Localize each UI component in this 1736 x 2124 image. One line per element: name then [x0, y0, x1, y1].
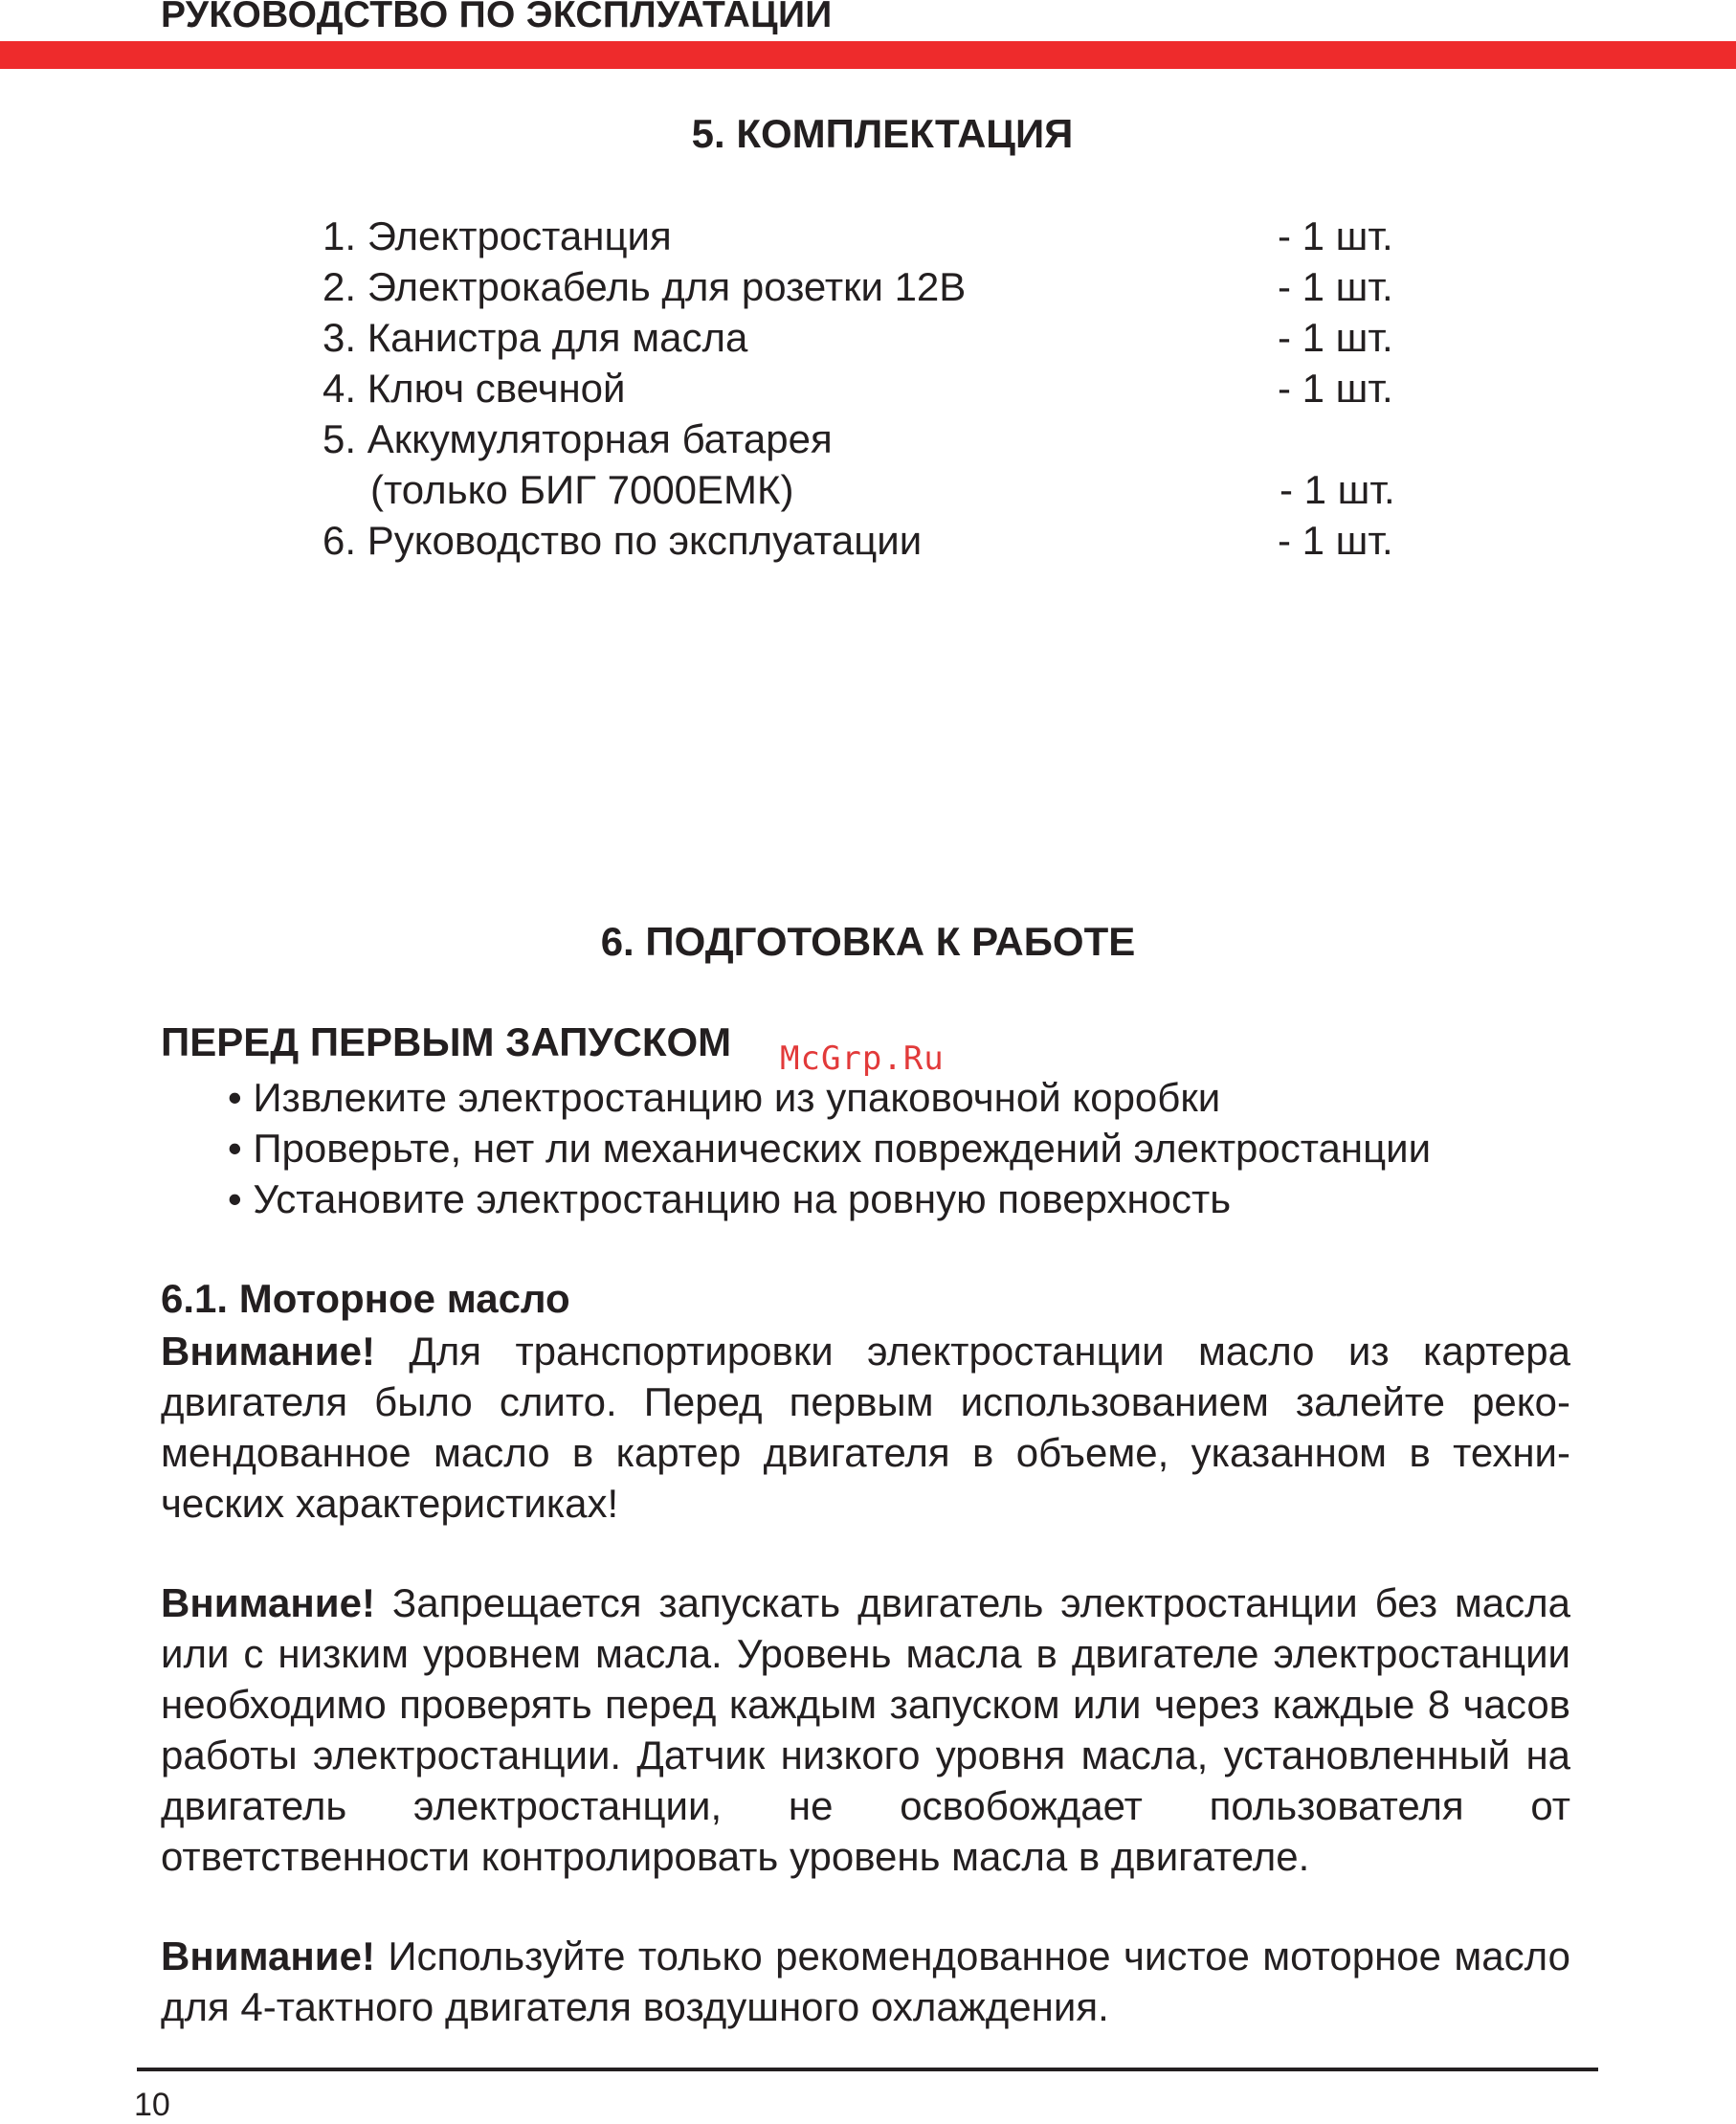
header-red-band	[0, 41, 1736, 69]
kit-item	[323, 211, 1423, 261]
section-6-heading: 6. ПОДГОТОВКА К РАБОТЕ	[600, 919, 1136, 964]
kit-item-continuation	[323, 464, 1423, 515]
kit-item-qty: - 1 шт.	[1278, 518, 1393, 563]
kit-item-name: 2. Электрокабель для розетки 12В	[323, 264, 967, 309]
kit-item-name: (только БИГ 7000ЕМК)	[370, 467, 794, 512]
warning-label: Внимание!	[161, 1934, 375, 1979]
list-item: • Извлеките электростанцию из упаковочной коробки	[228, 1075, 1221, 1120]
kit-item-name: 4. Ключ свечной	[323, 366, 626, 411]
warning-text: Запрещается запускать двигатель электростанции без масла или с низким уровнем масла. Уровень масла в двигателе электростанции необходимо проверять перед каждым запуском или через каждые 8 часов работы электростанции. Датчик низкого уровня масла, установленный на двигатель электростанции, не освобождает пользователя от ответственности контролировать уровень масла в двигателе.	[161, 1580, 1570, 1879]
warning-text: Для транспортировки электростанции масло из картера двигателя было слито. Перед первым использованием залейте рекомендованное масло в картер двигателя в объеме, указанном в технических характеристиках!	[161, 1329, 1570, 1526]
list-item: • Установите электростанцию на ровную поверхность	[228, 1176, 1232, 1221]
watermark: McGrp.Ru	[780, 1040, 945, 1078]
bullet-list	[228, 1072, 1431, 1224]
kit-item	[323, 261, 1423, 312]
motor-oil-heading: 6.1. Моторное масло	[161, 1276, 570, 1321]
kit-item	[323, 363, 1423, 414]
kit-item-name: 1. Электростанция	[323, 213, 672, 258]
list-item: • Проверьте, нет ли механических повреждений электростанции	[228, 1126, 1432, 1171]
warning-paragraph	[161, 1931, 1570, 2032]
warning-paragraph	[161, 1577, 1570, 1882]
warning-paragraph	[161, 1326, 1570, 1529]
kit-item	[323, 515, 1423, 566]
kit-item-name: 3. Канистра для масла	[323, 315, 748, 360]
kit-item-name: 5. Аккумуляторная батарея	[323, 416, 833, 461]
kit-item-name: 6. Руководство по эксплуатации	[323, 518, 923, 563]
before-first-start-heading: ПЕРЕД ПЕРВЫМ ЗАПУСКОМ	[161, 1019, 732, 1064]
warning-label: Внимание!	[161, 1329, 375, 1374]
kit-item	[323, 312, 1423, 363]
kit-list	[323, 211, 1423, 566]
kit-item-qty: - 1 шт.	[1278, 366, 1393, 411]
kit-item	[323, 414, 1423, 464]
kit-item-qty: - 1 шт.	[1278, 315, 1393, 360]
kit-item-qty: - 1 шт.	[1278, 264, 1393, 309]
running-header-title: РУКОВОДСТВО ПО ЭКСПЛУАТАЦИИ	[161, 0, 833, 35]
page-number: 10	[134, 2087, 170, 2123]
footer-rule	[137, 2068, 1598, 2071]
warning-label: Внимание!	[161, 1580, 375, 1625]
warning-text: Используйте только рекомендованное чистое моторное масло для 4-тактного двигателя воздушного охлаждения.	[161, 1934, 1570, 2029]
kit-item-qty: - 1 шт.	[1278, 213, 1393, 258]
kit-item-qty: - 1 шт.	[1280, 467, 1395, 512]
section-5-heading: 5. КОМПЛЕКТАЦИЯ	[691, 111, 1074, 156]
